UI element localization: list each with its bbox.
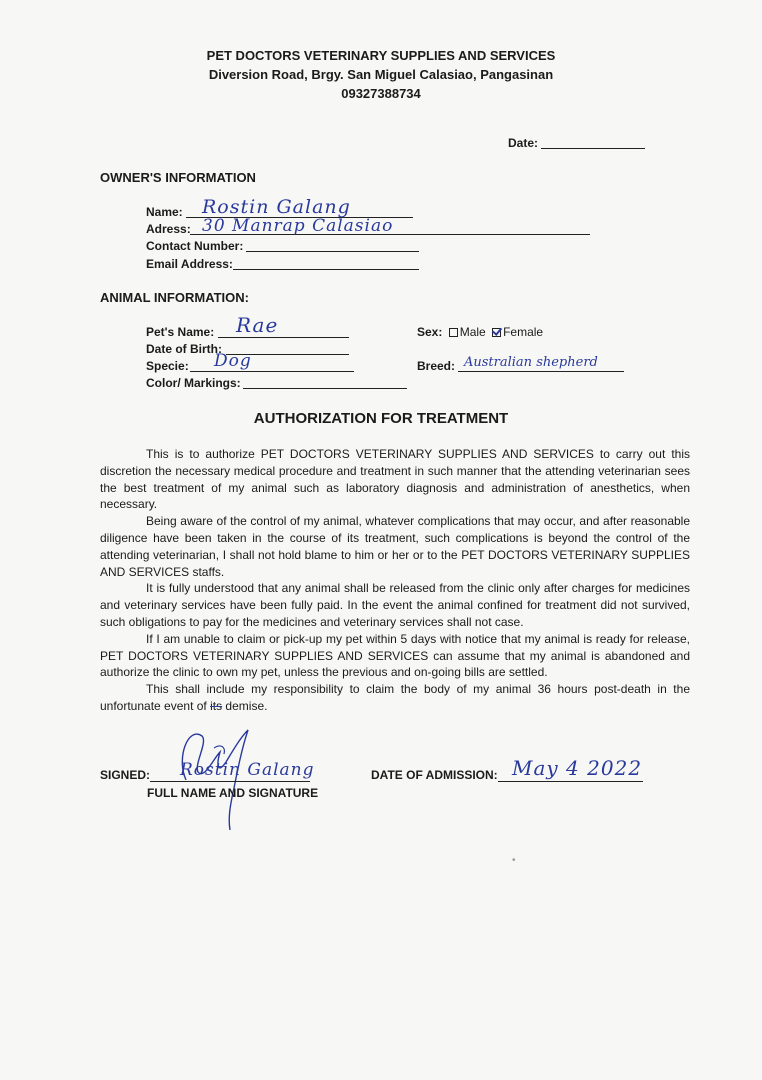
contact-label: Contact Number:: [146, 239, 244, 253]
male-option-label: Male: [459, 325, 486, 339]
signed-label: SIGNED:: [100, 768, 151, 782]
full-name-label: FULL NAME AND SIGNATURE: [147, 786, 319, 800]
female-option-label: Female: [503, 325, 544, 339]
pet-name-value: Rae: [236, 313, 279, 337]
paragraph-5: This shall include my responsibility to claim the body of my animal 36 hours post-death in the unfortunate event of its demise.: [100, 682, 690, 713]
admission-date-value: May 4 2022: [512, 756, 643, 780]
address-label: Adress:: [146, 222, 191, 236]
paragraph-2: Being aware of the control of my animal, whatever complications that may occur, and after reasonable diligence have been taken in the course of its treatment, such complications is beyond the control of the attending veterinarian, I shall not hold blame to him or her or to the PET DOCTORS VETERINARY SUPPLIES AND SERVICES staffs.: [100, 514, 690, 579]
color-line: [243, 388, 407, 389]
clinic-phone: 09327388734: [341, 86, 421, 101]
breed-line: [458, 371, 624, 372]
owner-name-value: Rostin Galang: [202, 196, 351, 218]
paragraph-1: This is to authorize PET DOCTORS VETERINARY SUPPLIES AND SERVICES to carry out this discretion the necessary medical procedure and treatment in such manner that the attending veterinarian sees the best treatment of my animal such as laboratory diagnosis and administration of anesthetics, when necessary.: [100, 447, 690, 512]
breed-label: Breed:: [417, 359, 456, 373]
breed-value: Australian shepherd: [464, 355, 598, 370]
pet-name-line: [218, 337, 349, 338]
owner-address-value: 30 Manrap Calasiao: [202, 216, 394, 236]
clinic-name: PET DOCTORS VETERINARY SUPPLIES AND SERVICES: [206, 48, 556, 63]
sex-label: Sex:: [417, 325, 443, 339]
pet-name-label: Pet's Name:: [146, 325, 215, 339]
date-line: [541, 148, 645, 149]
sex-field: [417, 325, 543, 339]
owner-heading: OWNER'S INFORMATION: [100, 170, 256, 185]
email-line: [233, 269, 419, 270]
contact-line: [246, 251, 419, 252]
struck-word: its: [210, 698, 223, 713]
animal-heading: ANIMAL INFORMATION:: [100, 290, 249, 305]
date-label: Date:: [508, 136, 539, 150]
female-checkbox[interactable]: [492, 328, 501, 337]
paper-smudge: •: [512, 855, 516, 866]
authorization-title: AUTHORIZATION FOR TREATMENT: [253, 410, 509, 427]
specie-label: Specie:: [146, 359, 189, 373]
specie-value: Dog: [214, 351, 252, 371]
handwritten-signature-name: Rostin Galang: [180, 760, 315, 780]
paragraph-3: It is fully understood that any animal shall be released from the clinic only after charges for medicines and veterinary services have been fully paid. In the event the animal confined for treatment did not survived, such obligations to pay for the medicines and veterinary services shall not case.: [100, 581, 690, 629]
specie-line: [190, 371, 354, 372]
name-label: Name:: [146, 205, 183, 219]
dob-label: Date of Birth:: [146, 342, 222, 356]
color-label: Color/ Markings:: [146, 376, 241, 390]
authorization-body: [100, 446, 690, 715]
male-checkbox[interactable]: [449, 328, 458, 337]
admission-line: [498, 781, 643, 782]
admission-label: DATE OF ADMISSION:: [371, 768, 498, 782]
paragraph-4: If I am unable to claim or pick-up my pet within 5 days with notice that my animal is ready for release, PET DOCTORS VETERINARY SUPPLIES AND SERVICES can assume that my animal is abandoned and authorize the clinic to own my pet, unless the previous and on-going bills are settled.: [100, 631, 690, 680]
email-label: Email Address:: [146, 257, 233, 271]
signature-line: [150, 781, 310, 782]
clinic-address: Diversion Road, Brgy. San Miguel Calasiao, Pangasinan: [208, 67, 554, 82]
